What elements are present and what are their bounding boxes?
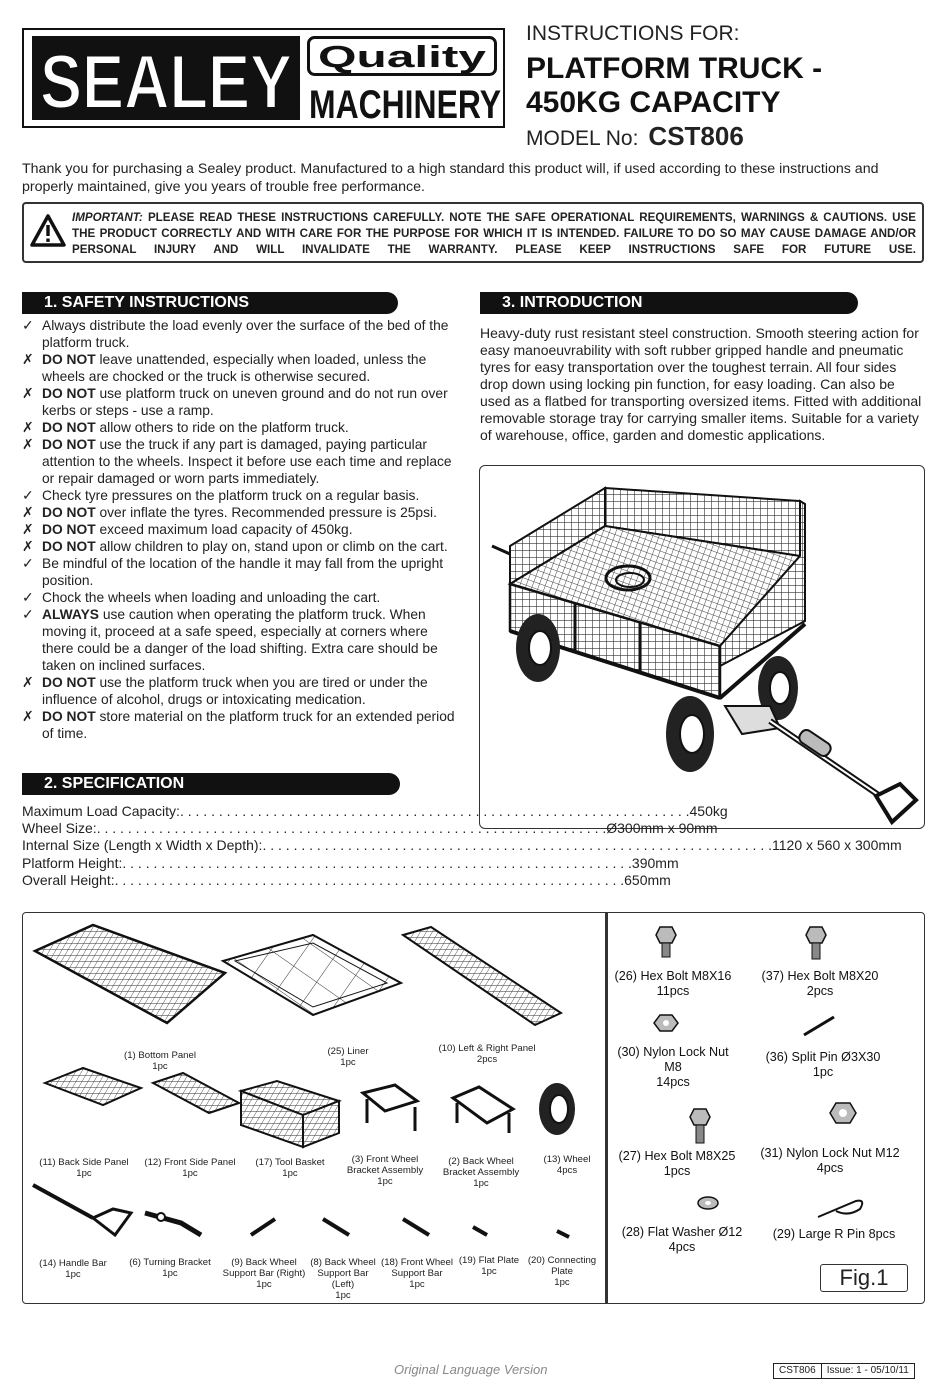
safety-item-text: allow children to play on, stand upon or climb on the cart. — [95, 539, 448, 554]
important-lead: IMPORTANT: — [72, 211, 143, 224]
cross-icon: ✗ — [22, 386, 34, 401]
svg-text:SEALEY: SEALEY — [40, 40, 292, 125]
part-label-20-text: (20) Connecting Plate 1pc — [527, 1255, 597, 1288]
safety-item-text: use platform truck on uneven ground and do not run over kerbs or steps - use a ramp. — [42, 386, 448, 418]
part-label-12 — [138, 1157, 242, 1179]
part-label-18-text: (18) Front Wheel Support Bar 1pc — [381, 1257, 453, 1290]
safety-item-emphasis: DO NOT — [42, 675, 96, 690]
safety-item-text: exceed maximum load capacity of 450kg. — [95, 522, 353, 537]
spec-leader-dots — [97, 820, 607, 837]
part-label-1-text: (1) Bottom Panel 1pc — [124, 1050, 196, 1072]
part-label-12-text: (12) Front Side Panel 1pc — [144, 1157, 236, 1179]
safety-list — [22, 317, 462, 742]
part-label-25-text: (25) Liner 1pc — [327, 1046, 369, 1068]
hardware-label-37-text: (37) Hex Bolt M8X20 2pcs — [761, 969, 879, 998]
platform-truck-illustration — [479, 465, 925, 829]
hardware-label-31 — [752, 1146, 908, 1176]
spec-label: Platform Height: — [22, 854, 123, 871]
part-label-13 — [534, 1154, 600, 1176]
hardware-label-30 — [608, 1045, 738, 1090]
parts-drawings — [23, 913, 603, 1303]
spec-leader-dots — [115, 872, 625, 889]
svg-text:Quality: Quality — [318, 39, 488, 74]
spec-row — [22, 871, 671, 889]
figure-label: Fig.1 — [820, 1264, 908, 1292]
hardware-label-31-text: (31) Nylon Lock Nut M12 4pcs — [760, 1146, 900, 1175]
product-title-line1: PLATFORM TRUCK - — [526, 52, 823, 85]
cross-icon: ✗ — [22, 522, 34, 537]
instructions-for-label: INSTRUCTIONS FOR: — [526, 22, 740, 45]
spec-value: 1120 x 560 x 300mm — [772, 837, 902, 854]
part-label-9 — [216, 1257, 312, 1290]
safety-item-emphasis: DO NOT — [42, 420, 96, 435]
safety-item-emphasis: DO NOT — [42, 539, 96, 554]
safety-item-emphasis: DO NOT — [42, 386, 96, 401]
check-icon: ✓ — [22, 488, 34, 503]
machinery-logo — [307, 80, 503, 127]
hardware-label-29 — [760, 1227, 908, 1242]
part-label-17 — [240, 1157, 340, 1179]
spec-value: 450kg — [689, 803, 728, 819]
safety-item-text: use the truck if any part is damaged, paying particular attention to the wheels. Inspect it before use each time and replace or repair damaged or worn parts immediately. — [42, 437, 452, 486]
safety-item-text: Always distribute the load evenly over the surface of the bed of the platform truck. — [42, 318, 449, 350]
spec-row — [22, 837, 902, 854]
safety-item — [22, 674, 462, 708]
spec-leader-dots — [180, 803, 690, 820]
part-label-3 — [338, 1154, 432, 1187]
safety-item — [22, 487, 462, 504]
cross-icon: ✗ — [22, 675, 34, 690]
hardware-label-36-text: (36) Split Pin Ø3X30 1pc — [765, 1050, 881, 1079]
document-code: CST806 — [779, 1365, 816, 1376]
part-label-17-text: (17) Tool Basket 1pc — [255, 1157, 325, 1179]
safety-item — [22, 419, 462, 436]
specification-heading: 2. SPECIFICATION — [22, 773, 400, 795]
hardware-label-26 — [608, 969, 738, 999]
safety-instructions-heading: 1. SAFETY INSTRUCTIONS — [22, 292, 398, 314]
original-language-note: Original Language Version — [394, 1362, 548, 1377]
part-label-9-text: (9) Back Wheel Support Bar (Right) 1pc — [222, 1257, 306, 1290]
spec-label: Overall Height: — [22, 871, 115, 888]
safety-item — [22, 317, 462, 351]
safety-item — [22, 351, 462, 385]
model-label: MODEL No: — [526, 127, 639, 150]
product-title-line2: 450KG CAPACITY — [526, 86, 781, 119]
spec-row — [22, 820, 718, 837]
safety-item-text: Be mindful of the location of the handle it may fall from the upright position. — [42, 556, 444, 588]
hardware-label-27 — [612, 1149, 742, 1179]
spec-row — [22, 854, 679, 872]
safety-item-text: use the platform truck when you are tired or under the influence of alcohol, drugs or intoxicating medication. — [42, 675, 428, 707]
cross-icon: ✗ — [22, 352, 34, 367]
spec-value: Ø300mm x 90mm — [606, 820, 718, 837]
safety-item-text: allow others to ride on the platform truck. — [95, 420, 349, 435]
part-label-13-text: (13) Wheel 4pcs — [543, 1154, 591, 1176]
safety-item — [22, 436, 462, 487]
part-label-1 — [110, 1050, 210, 1072]
safety-item-emphasis: DO NOT — [42, 437, 96, 452]
safety-item-emphasis: DO NOT — [42, 709, 96, 724]
safety-item — [22, 606, 462, 674]
part-label-19-text: (19) Flat Plate 1pc — [458, 1255, 520, 1277]
spec-leader-dots — [262, 837, 772, 854]
safety-item — [22, 708, 462, 742]
safety-item-emphasis: DO NOT — [42, 522, 96, 537]
product-title — [526, 52, 822, 120]
safety-item-text: over inflate the tyres. Recommended pressure is 25psi. — [95, 505, 437, 520]
part-label-18 — [374, 1257, 460, 1290]
important-text — [72, 210, 916, 258]
thank-you-text: Thank you for purchasing a Sealey product. Manufactured to a high standard this product will, if used according to these instructions and properly maintained, give you years of trouble free performance. — [22, 161, 879, 195]
part-label-8-text: (8) Back Wheel Support Bar (Left) 1pc — [310, 1257, 376, 1301]
part-label-10 — [432, 1043, 542, 1065]
part-label-19 — [454, 1255, 524, 1277]
specification-list — [22, 803, 902, 889]
hardware-label-28-text: (28) Flat Washer Ø12 4pcs — [621, 1225, 743, 1254]
cross-icon: ✗ — [22, 437, 34, 452]
hardware-label-29-text: (29) Large R Pin 8pcs — [772, 1227, 896, 1241]
svg-text:MACHINERY: MACHINERY — [309, 83, 502, 127]
safety-item-emphasis: DO NOT — [42, 505, 96, 520]
part-label-25 — [303, 1046, 393, 1068]
hardware-label-36 — [752, 1050, 894, 1080]
spec-label: Internal Size (Length x Width x Depth): — [22, 837, 263, 854]
check-icon: ✓ — [22, 590, 34, 605]
part-label-11 — [32, 1157, 136, 1179]
spec-value: 390mm — [631, 854, 679, 871]
safety-item — [22, 538, 462, 555]
spec-leader-dots — [122, 855, 632, 872]
warning-triangle-icon — [30, 214, 66, 248]
cross-icon: ✗ — [22, 709, 34, 724]
safety-item-text: Check tyre pressures on the platform truck on a regular basis. — [42, 488, 420, 503]
safety-item-text: store material on the platform truck for an extended period of time. — [42, 709, 455, 741]
part-label-2-text: (2) Back Wheel Bracket Assembly 1pc — [442, 1156, 520, 1189]
hardware-label-27-text: (27) Hex Bolt M8X25 1pcs — [618, 1149, 736, 1178]
safety-item — [22, 555, 462, 589]
part-label-10-text: (10) Left & Right Panel 2pcs — [438, 1043, 536, 1065]
safety-item — [22, 521, 462, 538]
hardware-label-30-text: (30) Nylon Lock Nut M8 14pcs — [617, 1045, 729, 1089]
model-number — [526, 121, 744, 152]
safety-item-text: leave unattended, especially when loaded, unless the wheels are chocked or the truck is otherwise secured. — [42, 352, 427, 384]
important-notice — [22, 202, 924, 263]
part-label-3-text: (3) Front Wheel Bracket Assembly 1pc — [346, 1154, 424, 1187]
quality-logo — [307, 36, 497, 76]
part-label-8 — [302, 1257, 384, 1301]
spec-row — [22, 803, 728, 820]
important-body: PLEASE READ THESE INSTRUCTIONS CAREFULLY. NOTE THE SAFE OPERATIONAL REQUIREMENTS, WARNINGS & CAUTIONS. USE THE PRODUCT CORRECTLY AND WITH CARE FOR THE PURPOSE FOR WHICH IT IS INTENDED. FAILURE TO DO SO MAY CAUSE DAMAGE AND/OR PERSONAL INJURY AND WILL INVALIDATE THE WARRANTY. PLEASE KEEP INSTRUCTIONS SAFE FOR FUTURE USE. — [72, 211, 916, 256]
hardware-label-37 — [752, 969, 888, 999]
part-label-14-text: (14) Handle Bar 1pc — [39, 1258, 107, 1280]
safety-item-emphasis: DO NOT — [42, 352, 96, 367]
safety-item — [22, 504, 462, 521]
hardware-label-28 — [612, 1225, 752, 1255]
hardware-label-26-text: (26) Hex Bolt M8X16 11pcs — [614, 969, 732, 998]
spec-value: 650mm — [624, 871, 671, 888]
part-label-6-text: (6) Turning Bracket 1pc — [129, 1257, 211, 1279]
sealey-logo — [22, 28, 505, 128]
sealey-logo-mark — [32, 36, 300, 125]
introduction-text: Heavy-duty rust resistant steel construction. Smooth steering action for easy manoeuvrability with soft rubber gripped handle and pneumatic tyres for easy transportation over the toughest terrain. All four sides drop down using locking pin function, for easy loading. Can also be used as a flatbed for transporting oversized items. Fitted with additional removable storage tray for carrying smaller items. Suitable for a variety of warehouse, office, garden and domestic applications. — [480, 325, 922, 443]
spec-label: Wheel Size: — [22, 820, 97, 837]
introduction-heading: 3. INTRODUCTION — [480, 292, 858, 314]
part-label-11-text: (11) Back Side Panel 1pc — [39, 1157, 129, 1179]
model-code: CST806 — [648, 121, 744, 151]
safety-item — [22, 589, 462, 606]
spec-label: Maximum Load Capacity: — [22, 803, 180, 819]
check-icon: ✓ — [22, 607, 34, 622]
cross-icon: ✗ — [22, 539, 34, 554]
part-label-2 — [434, 1156, 528, 1189]
part-label-6 — [122, 1257, 218, 1279]
part-label-20 — [520, 1255, 604, 1288]
safety-item-text: Chock the wheels when loading and unloading the cart. — [42, 590, 381, 605]
cross-icon: ✗ — [22, 505, 34, 520]
check-icon: ✓ — [22, 556, 34, 571]
check-icon: ✓ — [22, 318, 34, 333]
cross-icon: ✗ — [22, 420, 34, 435]
document-issue: Issue: 1 - 05/10/11 — [821, 1364, 914, 1378]
safety-item-emphasis: ALWAYS — [42, 607, 99, 622]
document-reference — [773, 1363, 915, 1379]
safety-item-text: use caution when operating the platform truck. When moving it, proceed at a safe speed, especially at corners where there could be a danger of the load shifting. Extra care should be taken on inclined surfaces. — [42, 607, 438, 673]
part-label-14 — [30, 1258, 116, 1280]
safety-item — [22, 385, 462, 419]
